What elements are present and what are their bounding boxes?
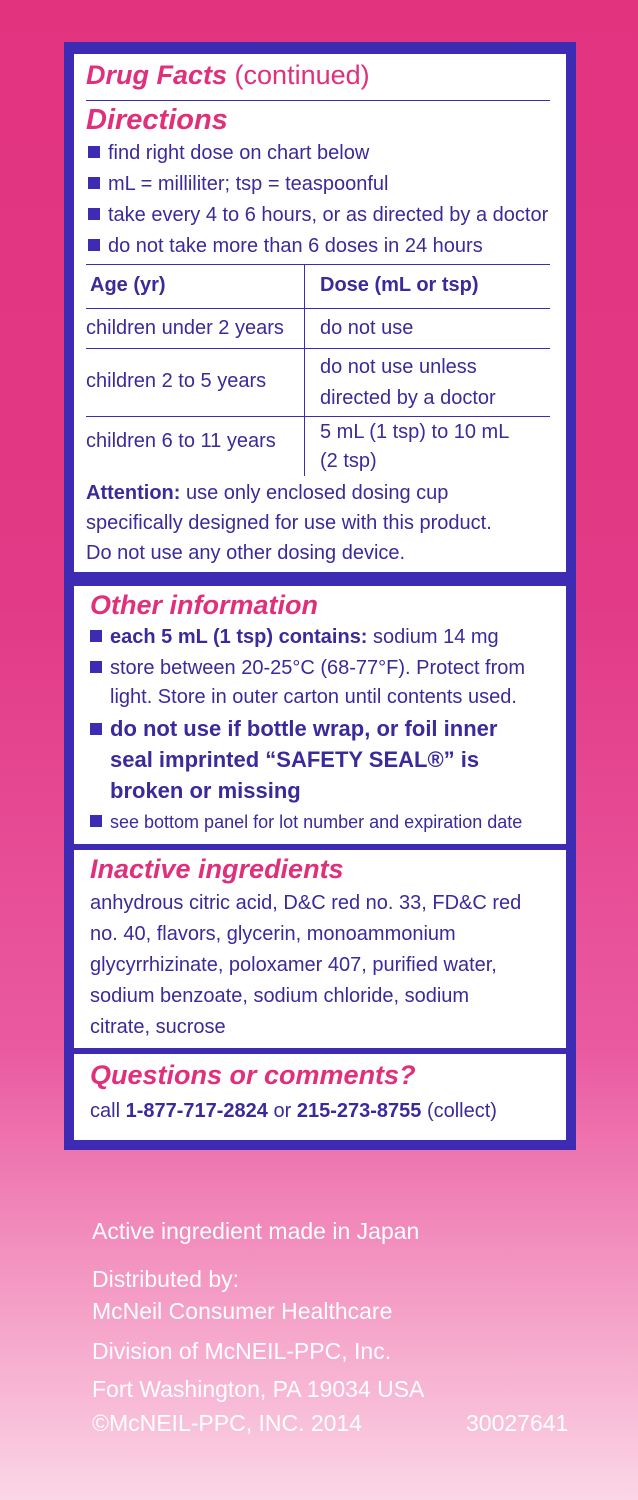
attention-line-1: Attention: use only enclosed dosing cup	[86, 482, 449, 504]
directions-bullet-3: take every 4 to 6 hours, or as directed by a doctor	[88, 204, 548, 227]
other-bullet-1: each 5 mL (1 tsp) contains: sodium 14 mg	[90, 626, 499, 649]
table-row-2-dose-line2: directed by a doctor	[320, 387, 496, 409]
attention-line-3: Do not use any other dosing device.	[86, 542, 406, 564]
questions-box	[74, 1054, 566, 1140]
table-row-2-age: children 2 to 5 years	[86, 370, 267, 392]
inactive-line-4: sodium benzoate, sodium chloride, sodium	[90, 985, 470, 1007]
bullet-square-icon	[88, 208, 100, 220]
table-header-dose: Dose (mL or tsp)	[320, 274, 479, 296]
inactive-line-5: citrate, sucrose	[90, 1016, 226, 1038]
bullet-square-icon	[90, 661, 102, 673]
division-text: Division of McNEIL-PPC, Inc.	[92, 1338, 392, 1364]
other-bullet-2-line1: store between 20-25°C (68-77°F). Protect from	[90, 657, 525, 680]
inactive-ingredients-box	[74, 850, 566, 1048]
table-rule	[86, 416, 550, 417]
company-name: McNeil Consumer Healthcare	[92, 1298, 393, 1324]
product-code: 30027641	[466, 1410, 569, 1436]
attention-line-2: specifically designed for use with this product.	[86, 512, 492, 534]
distributed-by-text: Distributed by:	[92, 1266, 240, 1292]
phone-number-2: 215-273-8755	[296, 1100, 422, 1122]
other-information-heading: Other information	[90, 590, 318, 620]
other-bullet-4: see bottom panel for lot number and expiration date	[90, 812, 522, 833]
drug-facts-panel	[64, 42, 576, 1150]
directions-heading: Directions	[86, 104, 228, 136]
bullet-square-icon	[88, 146, 100, 158]
table-row-1-age: children under 2 years	[86, 317, 284, 339]
table-row-3-dose-line2: (2 tsp)	[320, 450, 377, 472]
inactive-line-1: anhydrous citric acid, D&C red no. 33, FD&C red	[90, 892, 522, 914]
directions-box	[74, 54, 566, 572]
inactive-ingredients-heading: Inactive ingredients	[90, 854, 344, 884]
directions-bullet-4: do not take more than 6 doses in 24 hours	[88, 235, 483, 258]
made-in-text: Active ingredient made in Japan	[92, 1218, 420, 1244]
bullet-square-icon	[90, 815, 102, 827]
bullet-square-icon	[88, 239, 100, 251]
table-rule	[86, 348, 550, 349]
table-rule	[86, 308, 550, 309]
other-bullet-3-line2: seal imprinted “SAFETY SEAL®” is	[110, 747, 480, 772]
table-header-age: Age (yr)	[90, 274, 166, 296]
inactive-line-2: no. 40, flavors, glycerin, monoammonium	[90, 923, 456, 945]
inactive-line-3: glycyrrhizinate, poloxamer 407, purified water,	[90, 954, 497, 976]
bullet-square-icon	[90, 630, 102, 642]
table-divider	[304, 264, 305, 476]
directions-bullet-1: find right dose on chart below	[88, 142, 369, 165]
table-row-3-dose-line1: 5 mL (1 tsp) to 10 mL	[320, 421, 510, 443]
other-bullet-3-line3: broken or missing	[110, 778, 301, 803]
questions-heading: Questions or comments?	[90, 1060, 416, 1090]
table-row-2-dose-line1: do not use unless	[320, 356, 477, 378]
table-row-1-dose: do not use	[320, 317, 414, 339]
directions-bullet-2: mL = milliliter; tsp = teaspoonful	[88, 173, 389, 196]
title-rule	[86, 100, 550, 101]
table-row-3-age: children 6 to 11 years	[86, 430, 276, 452]
bullet-square-icon	[90, 723, 102, 735]
other-bullet-3-line1: do not use if bottle wrap, or foil inner	[90, 716, 497, 742]
other-information-box	[74, 586, 566, 844]
other-bullet-2-line2: light. Store in outer carton until contents used.	[110, 686, 517, 708]
table-top-rule	[86, 264, 550, 265]
address-text: Fort Washington, PA 19034 USA	[92, 1376, 425, 1402]
questions-phone-line: call 1-877-717-2824 or 215-273-8755 (collect)	[90, 1100, 497, 1122]
copyright-text: ©McNEIL-PPC, INC. 2014	[92, 1410, 363, 1436]
bullet-square-icon	[88, 177, 100, 189]
phone-number-1: 1-877-717-2824	[125, 1100, 268, 1122]
drug-facts-title: Drug Facts (continued)	[86, 60, 370, 90]
